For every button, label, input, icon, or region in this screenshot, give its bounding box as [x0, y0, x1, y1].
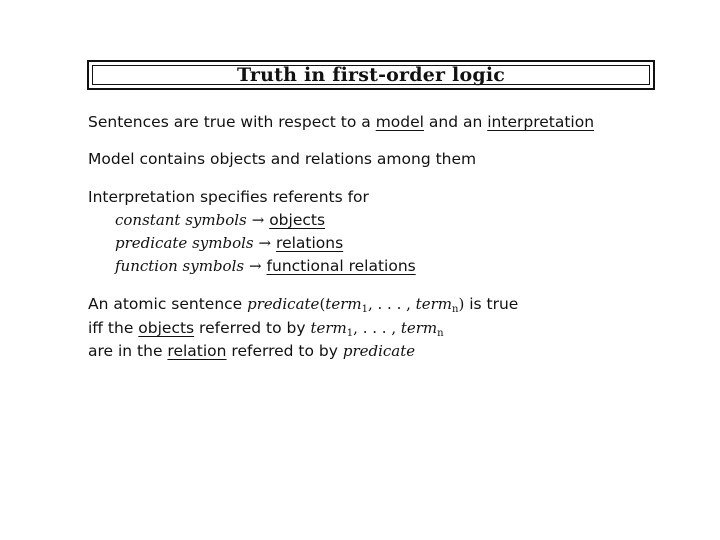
arrow-icon: →	[251, 211, 265, 229]
p4-l2-text: iff the	[88, 319, 139, 337]
title-box	[87, 60, 655, 90]
referent-row	[115, 256, 416, 276]
open-paren: (	[319, 295, 326, 313]
term-subscript: n	[451, 304, 459, 315]
referent-target: functional relations	[266, 257, 416, 275]
symbol-kind: constant symbols	[115, 211, 247, 229]
p1-text: Sentences are true with respect to a	[88, 113, 376, 131]
term-var: term	[310, 319, 347, 337]
predicate-var: predicate	[342, 342, 416, 360]
p4-l2-mid: referred to by	[194, 319, 311, 337]
paragraph-model-interpretation	[88, 112, 594, 132]
term-subscript: 1	[346, 328, 354, 339]
relation-term: relation	[167, 342, 227, 360]
predicate-var: predicate	[247, 295, 320, 313]
referent-row	[115, 210, 325, 230]
term-subscript: 1	[361, 304, 368, 315]
interpretation-term: interpretation	[487, 113, 595, 131]
p4-l3-mid: referred to by	[226, 342, 343, 360]
term-var: term	[325, 295, 362, 313]
ellipsis: , . . . ,	[353, 319, 401, 337]
atomic-sentence-line-1	[88, 294, 518, 320]
referent-row	[115, 233, 343, 253]
paragraph-interpretation-intro: Interpretation specifies referents for	[88, 188, 369, 206]
ellipsis: , . . . ,	[367, 295, 416, 313]
model-term: model	[375, 113, 424, 131]
paragraph-model: Model contains objects and relations among them	[88, 150, 477, 168]
arrow-icon: →	[249, 257, 262, 275]
referent-target: relations	[276, 234, 344, 252]
title-frame	[92, 65, 650, 85]
referent-target: objects	[269, 211, 326, 229]
symbol-kind: predicate symbols	[115, 234, 254, 252]
p1-mid: and an	[423, 113, 488, 131]
symbol-kind: function symbols	[115, 257, 245, 275]
objects-term: objects	[138, 319, 195, 337]
p4-l1-text: An atomic sentence	[88, 295, 248, 313]
slide-title: Truth in first-order logic	[236, 64, 506, 86]
p4-l1-post: is true	[464, 295, 519, 313]
close-paren: )	[458, 295, 465, 313]
arrow-icon: →	[258, 234, 272, 252]
p4-l3-text: are in the	[88, 342, 168, 360]
term-subscript: n	[437, 328, 444, 339]
term-var: term	[415, 295, 452, 313]
term-var: term	[400, 319, 438, 337]
atomic-sentence-line-3	[88, 341, 415, 361]
